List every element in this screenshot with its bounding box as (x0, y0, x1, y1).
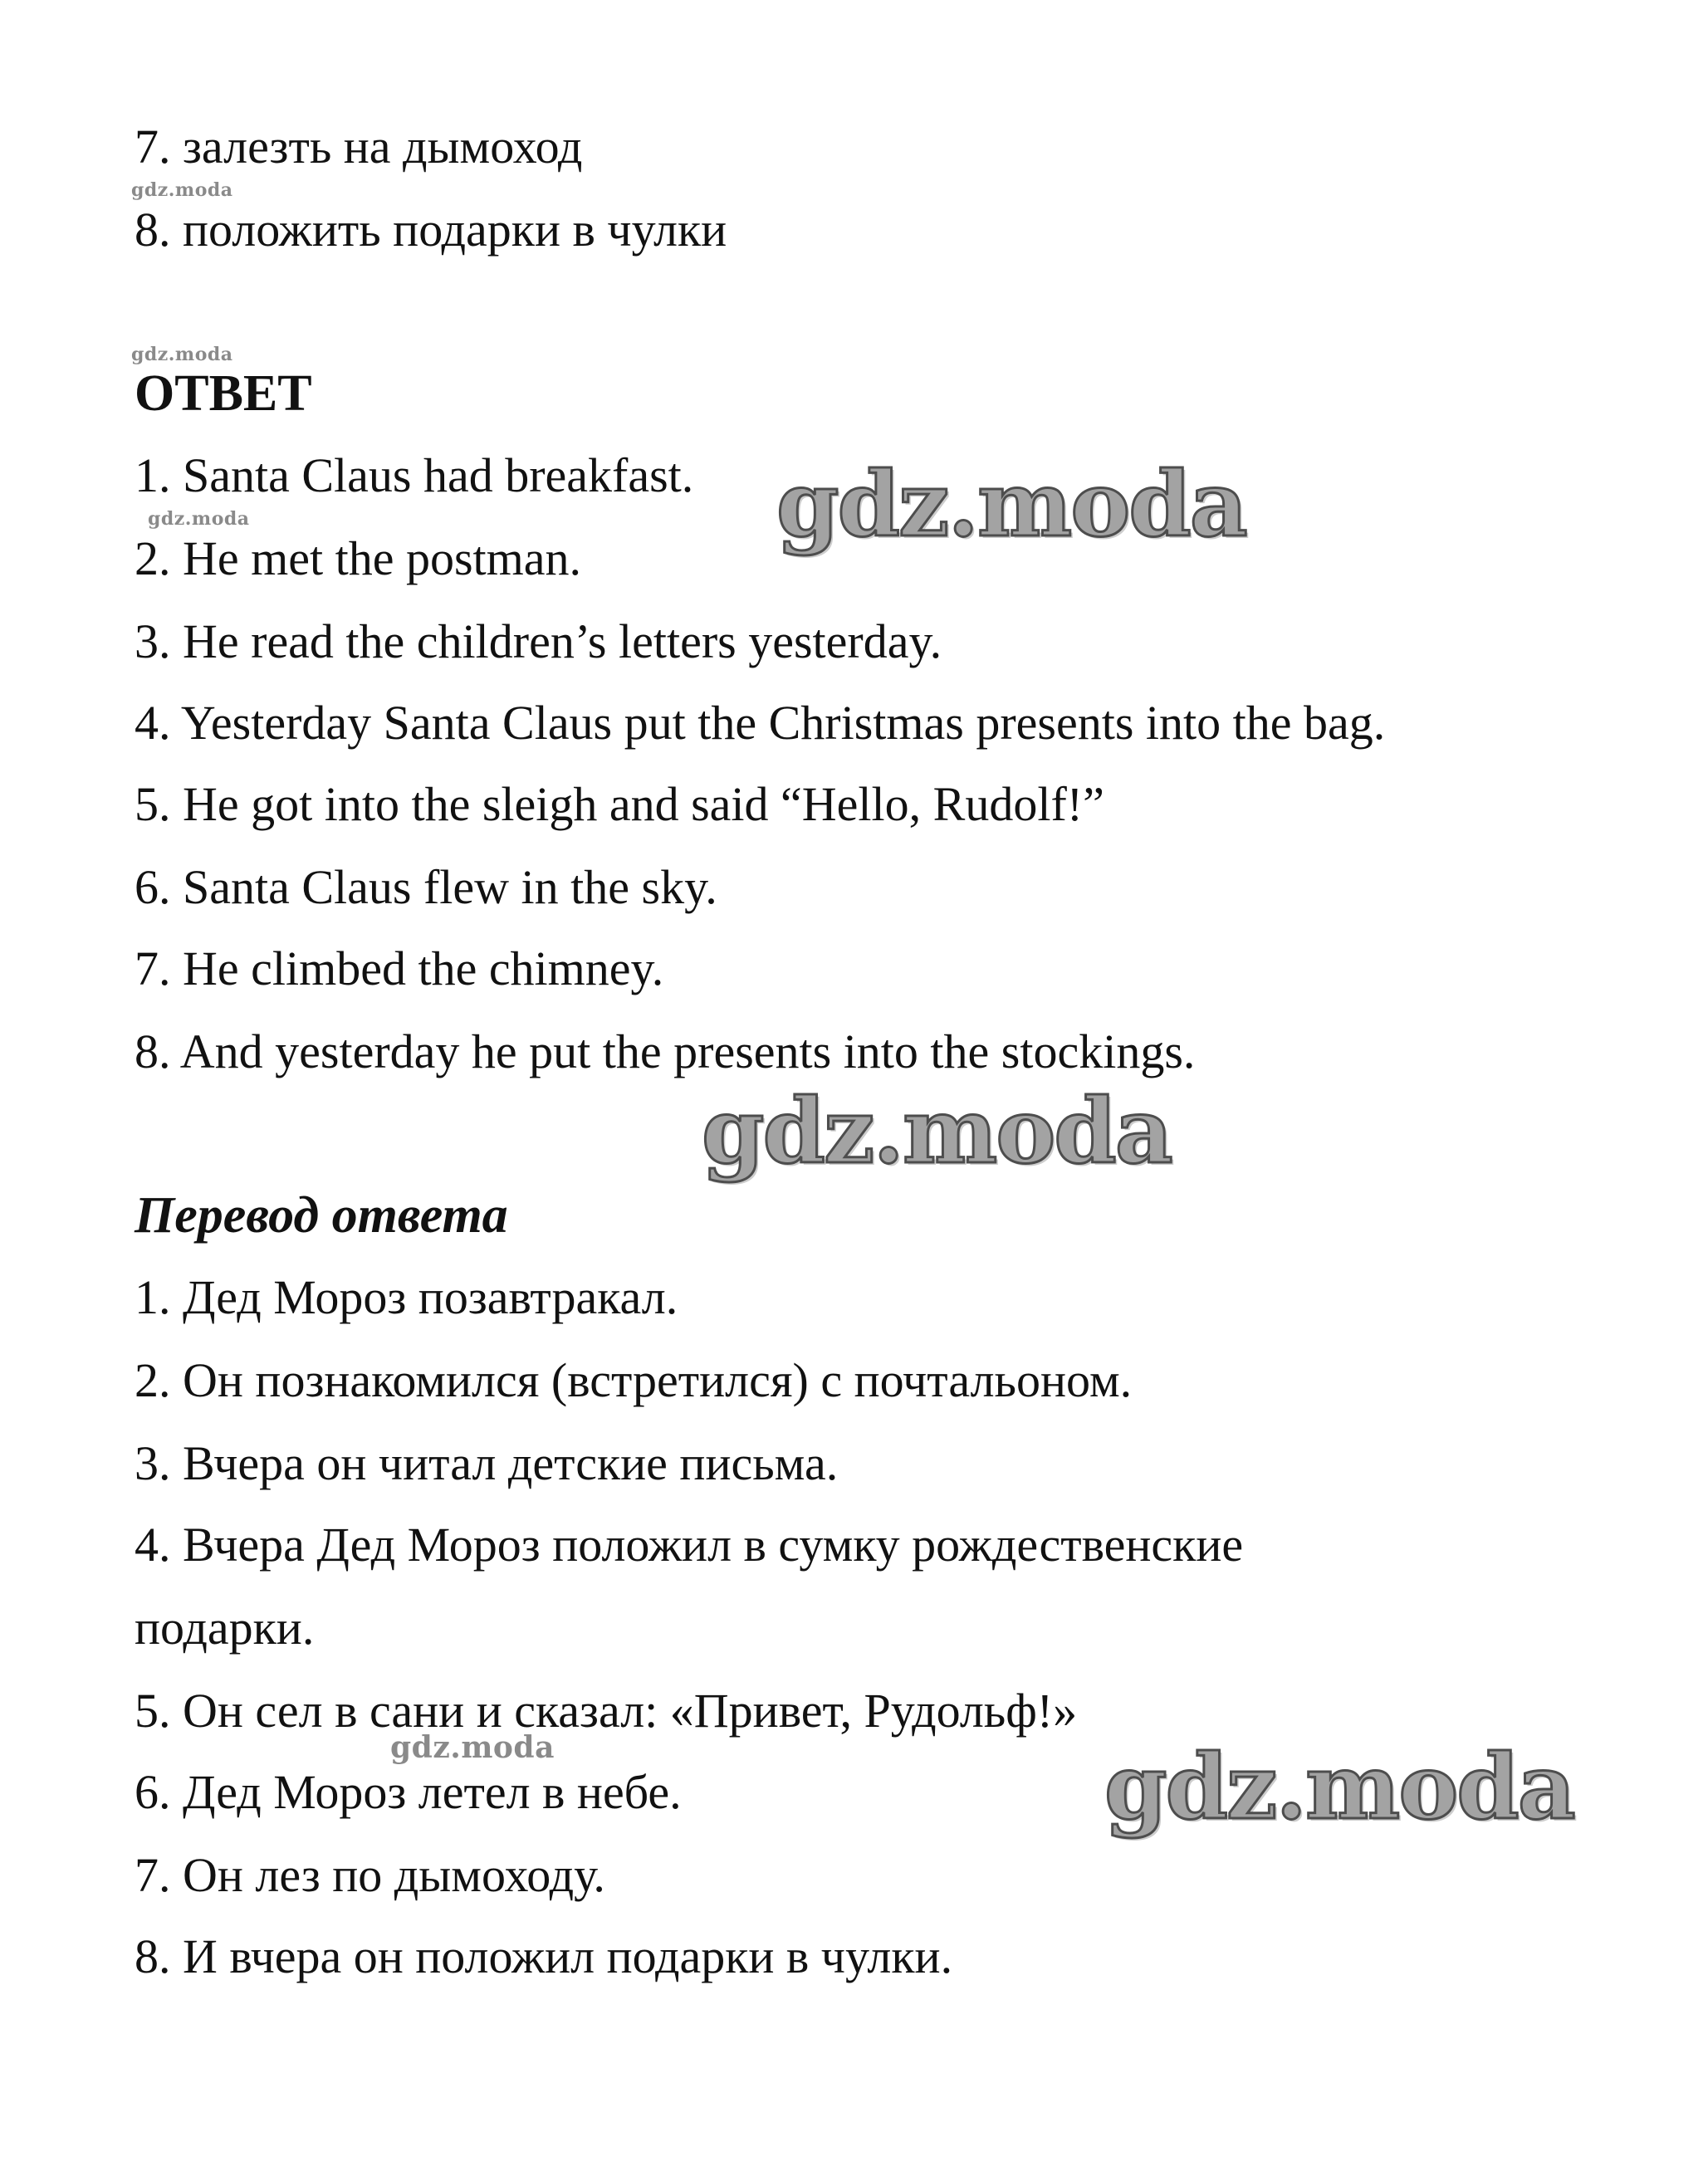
answer-line-5: 5. He got into the sleigh and said “Hello, Rudolf!” (135, 777, 1104, 831)
answer-line-7: 7. He climbed the chimney. (135, 941, 664, 995)
watermark-large: gdz.moda (1104, 1735, 1574, 1840)
translation-heading: Перевод ответа (135, 1187, 508, 1244)
translation-line-1: 1. Дед Мороз позавтракал. (135, 1270, 678, 1324)
translation-line-4-cont: подарки. (135, 1601, 315, 1655)
translation-line-6: 6. Дед Мороз летел в небе. (135, 1765, 682, 1819)
answer-line-2: 2. He met the postman. (135, 531, 582, 585)
answer-line-3: 3. He read the children’s letters yesterday. (135, 614, 942, 668)
watermark-small: gdz.moda (131, 179, 233, 201)
translation-line-8: 8. И вчера он положил подарки в чулки. (135, 1929, 953, 1983)
answer-line-4: 4. Yesterday Santa Claus put the Christmas presents into the bag. (135, 696, 1386, 750)
task-line-8: 8. положить подарки в чулки (135, 203, 727, 257)
translation-line-4: 4. Вчера Дед Мороз положил в сумку рождественские (135, 1518, 1244, 1572)
watermark-small: gdz.moda (148, 508, 250, 530)
answer-heading: ОТВЕТ (135, 365, 312, 422)
watermark-small: gdz.moda (390, 1730, 555, 1765)
answer-line-6: 6. Santa Claus flew in the sky. (135, 860, 717, 914)
translation-line-5: 5. Он сел в сани и сказал: «Привет, Рудольф!» (135, 1684, 1078, 1738)
watermark-large: gdz.moda (702, 1079, 1172, 1184)
translation-line-2: 2. Он познакомился (встретился) с почтальоном. (135, 1353, 1133, 1407)
task-line-7: 7. залезть на дымоход (135, 120, 583, 174)
answer-line-8: 8. And yesterday he put the presents into the stockings. (135, 1024, 1196, 1078)
answer-line-1: 1. Santa Claus had breakfast. (135, 448, 694, 502)
translation-line-7: 7. Он лез по дымоходу. (135, 1848, 605, 1902)
watermark-large: gdz.moda (776, 452, 1246, 557)
watermark-small: gdz.moda (131, 344, 233, 365)
translation-line-3: 3. Вчера он читал детские письма. (135, 1436, 839, 1490)
